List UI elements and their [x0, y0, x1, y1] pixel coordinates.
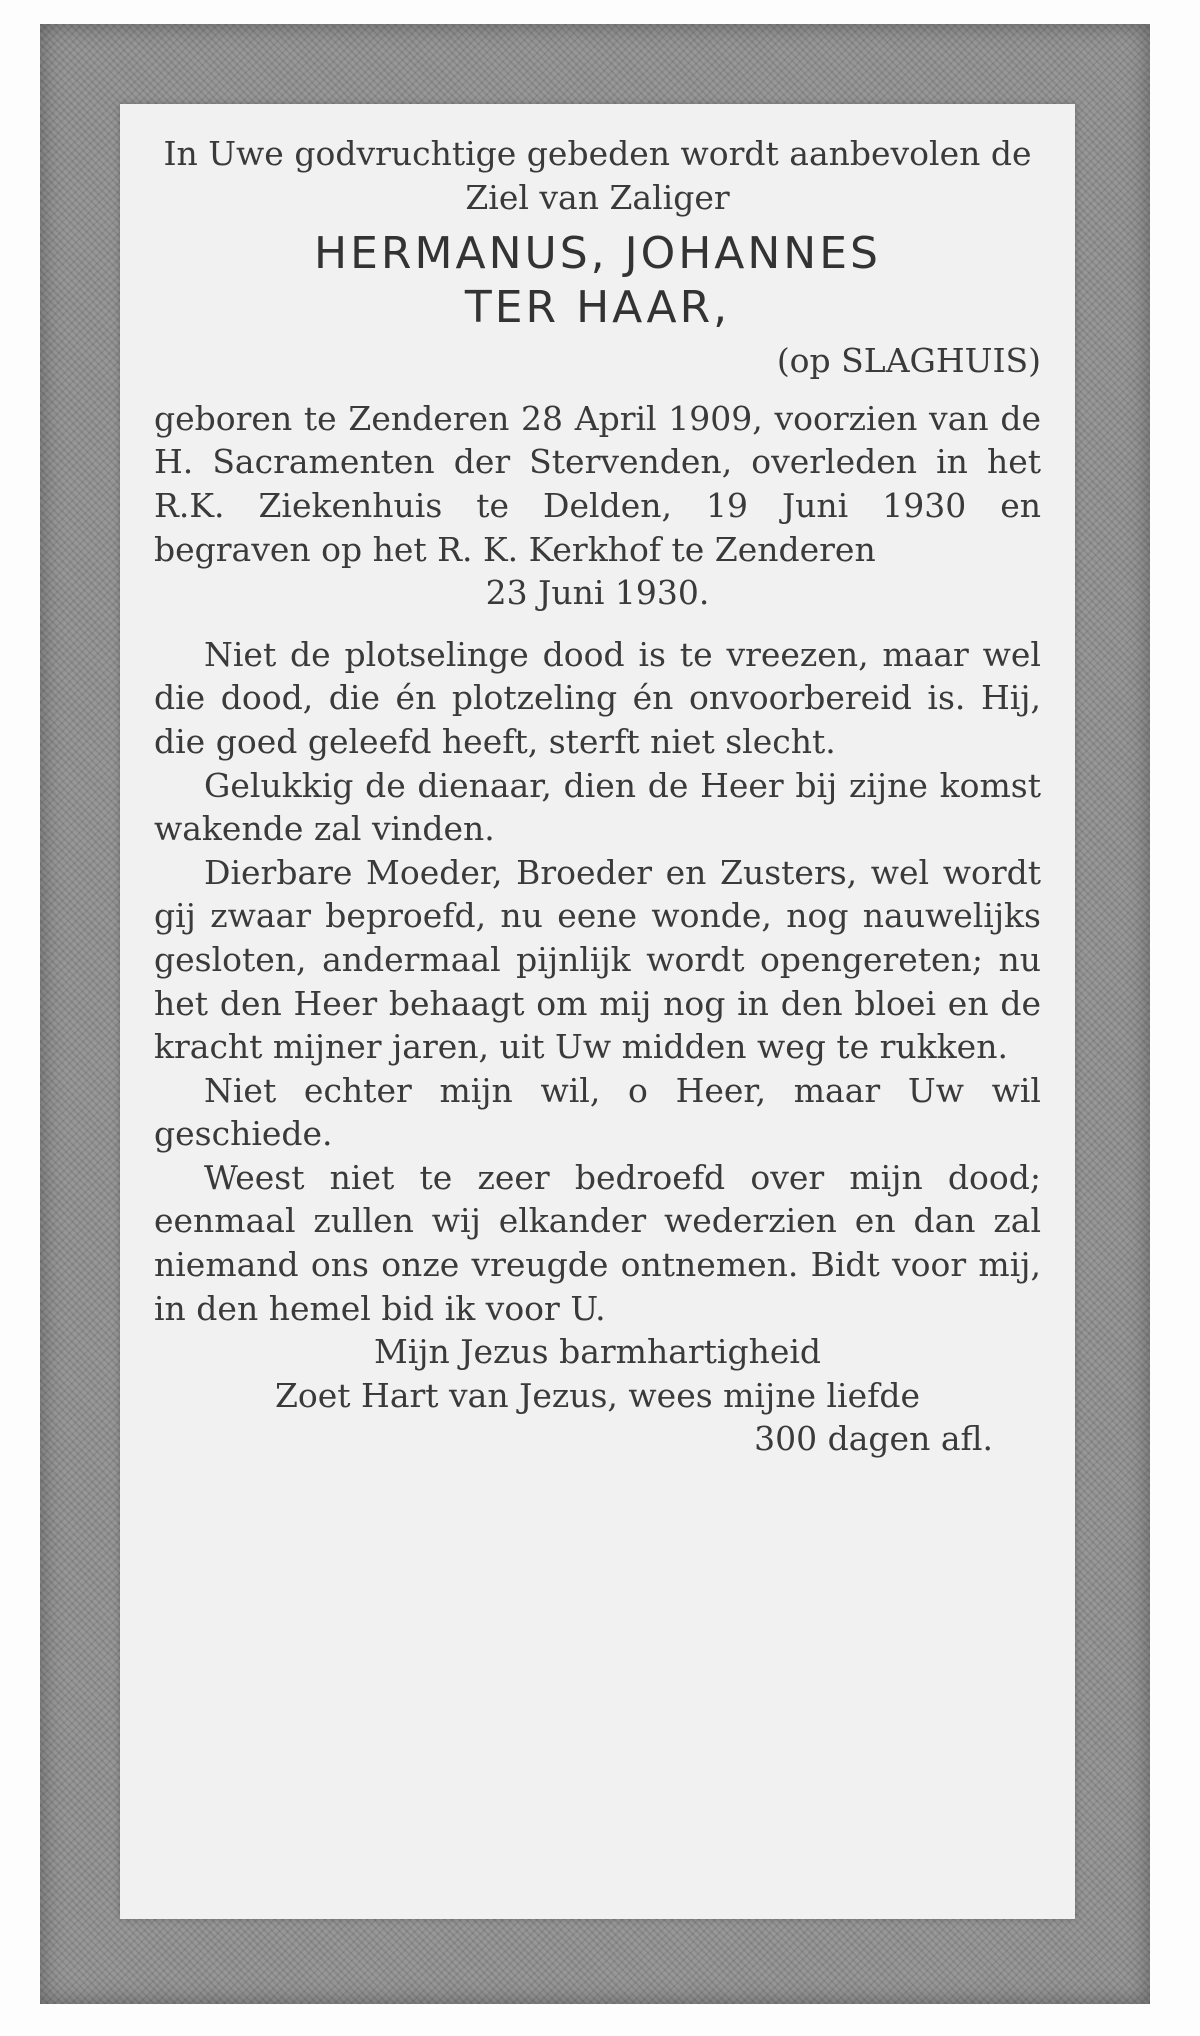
intro-text: In Uwe godvruchtige gebeden wordt aanbevolen de Ziel van Zaliger — [163, 134, 1032, 217]
deceased-name-line-1: HERMANUS, JOHANNES — [314, 228, 881, 280]
paragraph: Niet de plotselinge dood is te vreezen, maar wel die dood, die én plotzeling én onvoorbereid is. Hij, die goed geleefd heeft, sterft niet slecht. — [154, 634, 1041, 761]
memorial-card-text-panel — [120, 104, 1075, 1919]
paragraph: Gelukkig de dienaar, dien de Heer bij zijne komst wakende zal vinden. — [154, 765, 1041, 849]
paragraph: Niet echter mijn wil, o Heer, maar Uw wil geschiede. — [154, 1070, 1041, 1154]
burial-date: 23 Juni 1930. — [485, 573, 710, 613]
deceased-name — [154, 227, 1041, 335]
paragraph: Weest niet te zeer bedroefd over mijn dood; eenmaal zullen wij elkander wederzien en dan zal niemand ons onze vreugde ontnemen. Bidt voor mij, in den hemel bid ik voor U. — [154, 1157, 1041, 1328]
prayer-line-1: Mijn Jezus barmhartigheid — [373, 1332, 822, 1372]
indulgence-note: 300 dagen afl. — [754, 1419, 993, 1459]
farm-name: (op SLAGHUIS) — [776, 341, 1041, 381]
card-paragraphs — [154, 633, 1041, 1331]
biography-text: geboren te Zenderen 28 April 1909, voorzien van de H. Sacramenten der Stervenden, overleden in het R.K. Ziekenhuis te Delden, 19 Juni 1930 en begraven op het R. K. Kerkhof te Zenderen — [154, 398, 1041, 569]
prayer-line-2: Zoet Hart van Jezus, wees mijne liefde — [274, 1375, 920, 1415]
deceased-name-line-2: TER HAAR, — [464, 282, 731, 334]
paragraph: Dierbare Moeder, Broeder en Zusters, wel wordt gij zwaar beproefd, nu eene wonde, nog nauwelijks gesloten, andermaal pijnlijk wordt opengereten; nu het den Heer behaagt om mij nog in den bloei en de kracht mijner jaren, uit Uw midden weg te rukken. — [154, 852, 1041, 1067]
